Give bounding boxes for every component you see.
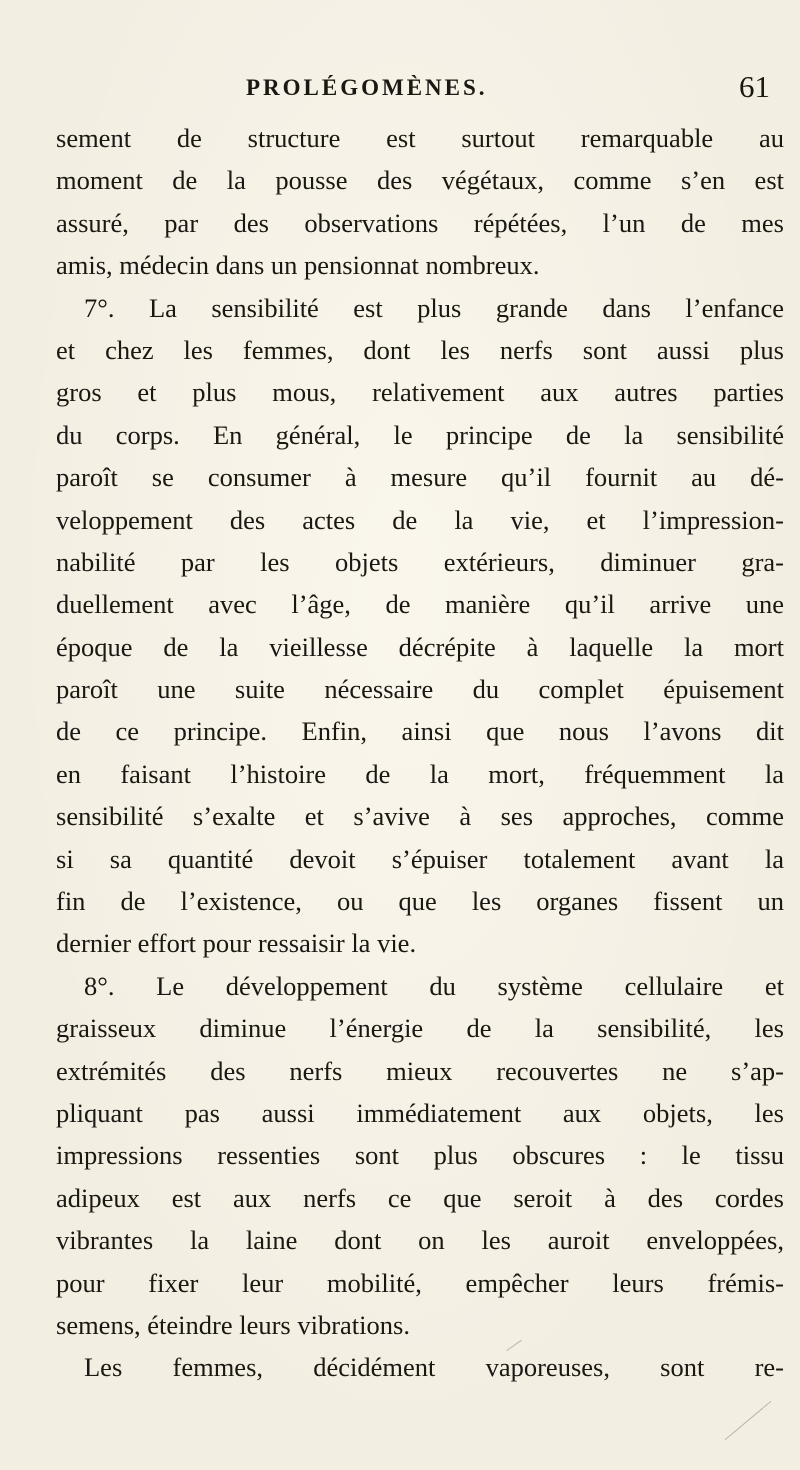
- text-line: extrémités des nerfs mieux recouvertes ne s’ap-: [56, 1055, 784, 1086]
- text-line: et chez les femmes, dont les nerfs sont aussi plus: [56, 334, 784, 365]
- text-line: graisseux diminue l’énergie de la sensibilité, les: [56, 1013, 784, 1044]
- text-line: duellement avec l’âge, de manière qu’il arrive une: [56, 589, 784, 620]
- paper-mark: [725, 1401, 772, 1440]
- text-line: Les femmes, décidément vaporeuses, sont re-: [84, 1352, 784, 1383]
- text-line: adipeux est aux nerfs ce que seroit à des cordes: [56, 1182, 784, 1213]
- text-line: semens, éteindre leurs vibrations.: [56, 1309, 410, 1340]
- running-title: PROLÉGOMÈNES.: [246, 75, 488, 100]
- text-line: du corps. En général, le principe de la sensibilité: [56, 419, 784, 450]
- text-line: de ce principe. Enfin, ainsi que nous l’avons dit: [56, 716, 784, 747]
- text-line: paroît une suite nécessaire du complet épuisement: [56, 674, 784, 705]
- text-line: pour fixer leur mobilité, empêcher leurs frémis-: [56, 1267, 784, 1298]
- text-line: gros et plus mous, relativement aux autres parties: [56, 377, 784, 408]
- text-line: paroît se consumer à mesure qu’il fournit au dé-: [56, 462, 784, 493]
- text-line: dernier effort pour ressaisir la vie.: [56, 928, 417, 959]
- text-line: sensibilité s’exalte et s’avive à ses approches, comme: [56, 801, 784, 832]
- running-head: [56, 69, 778, 115]
- text-line: nabilité par les objets extérieurs, diminuer gra-: [56, 546, 784, 577]
- text-line: 8°. Le développement du système cellulaire et: [84, 970, 784, 1001]
- text-line: en faisant l’histoire de la mort, fréquemment la: [56, 758, 784, 789]
- text-line: veloppement des actes de la vie, et l’impression-: [56, 504, 784, 535]
- text-line: 7°. La sensibilité est plus grande dans l’enfance: [84, 292, 784, 323]
- text-line: vibrantes la laine dont on les auroit enveloppées,: [56, 1225, 784, 1256]
- text-line: époque de la vieillesse décrépite à laquelle la mort: [56, 631, 784, 662]
- text-line: moment de la pousse des végétaux, comme s’en est: [56, 165, 784, 196]
- text-line: si sa quantité devoit s’épuiser totalement avant la: [56, 843, 784, 874]
- text-line: fin de l’existence, ou que les organes fissent un: [56, 886, 784, 917]
- text-line: sement de structure est surtout remarquable au: [56, 123, 784, 153]
- text-line: pliquant pas aussi immédiatement aux objets, les: [56, 1097, 784, 1128]
- page-number: 61: [739, 69, 770, 104]
- body-text: [56, 117, 784, 1389]
- text-line: impressions ressenties sont plus obscures : le tissu: [56, 1140, 784, 1171]
- text-line: amis, médecin dans un pensionnat nombreux.: [56, 250, 540, 281]
- text-line: assuré, par des observations répétées, l’un de mes: [56, 207, 784, 238]
